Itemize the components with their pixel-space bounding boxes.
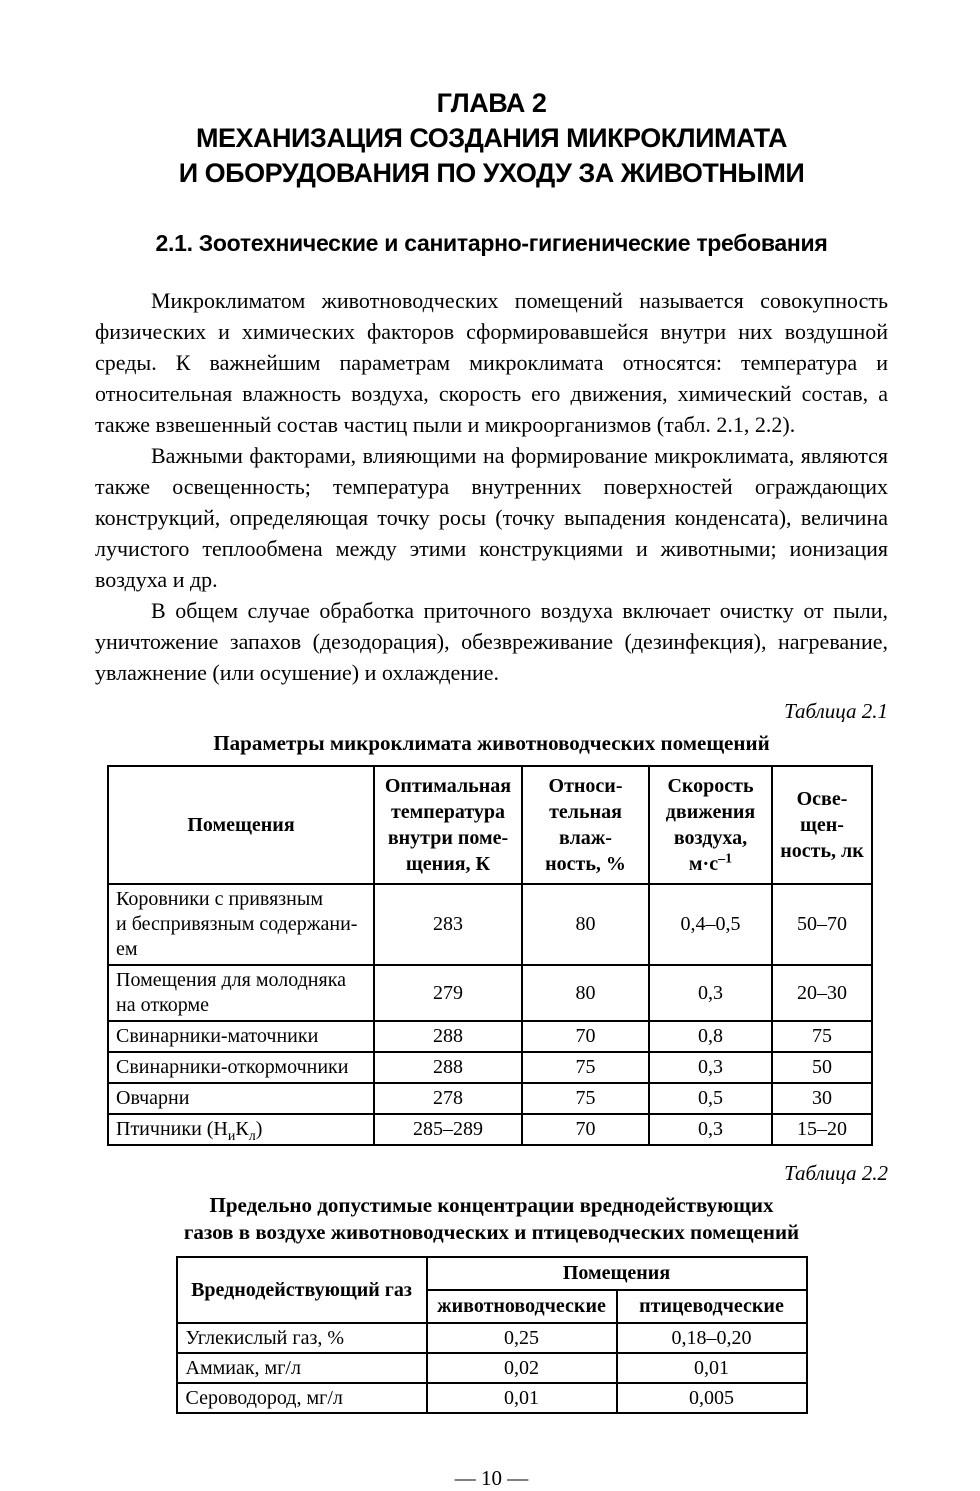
column-group-header: Помещения (427, 1257, 807, 1290)
table-cell: 20–30 (772, 965, 872, 1021)
page-number: — 10 — (454, 1466, 529, 1490)
table-cell: 288 (374, 1052, 522, 1083)
table-cell: 75 (772, 1021, 872, 1052)
table-cell: 0,3 (649, 1114, 772, 1145)
table-cell: 0,5 (649, 1083, 772, 1114)
column-header: Вреднодействующий газ (177, 1257, 427, 1323)
table-cell: 80 (522, 884, 649, 965)
table-cell: 80 (522, 965, 649, 1021)
table-row (108, 1083, 872, 1114)
column-header: Относи- тельная влаж- ность, % (522, 766, 649, 884)
table-row (108, 1021, 872, 1052)
table-row (108, 965, 872, 1021)
table2-caption: Таблица 2.2 (784, 1161, 888, 1185)
table-cell: 0,01 (617, 1353, 807, 1383)
table-cell: Свинарники-маточники (108, 1021, 374, 1052)
table-microclimate-parameters (107, 765, 873, 1146)
table1-title: Параметры микроклимата животноводческих помещений (213, 731, 770, 755)
table-row (177, 1383, 807, 1413)
table-cell: Сероводород, мг/л (177, 1383, 427, 1413)
table-header-row (108, 766, 872, 884)
table-cell: 285–289 (374, 1114, 522, 1145)
table-cell: 288 (374, 1021, 522, 1052)
chapter-label: ГЛАВА 2 (436, 88, 547, 118)
body-text (95, 285, 888, 688)
table-row (177, 1353, 807, 1383)
table-cell: 0,3 (649, 1052, 772, 1083)
table-cell: 0,25 (427, 1323, 617, 1353)
table-cell: Овчарни (108, 1083, 374, 1114)
column-header: Оптимальная температура внутри поме- щения, К (374, 766, 522, 884)
table-cell: 0,4–0,5 (649, 884, 772, 965)
chapter-title-line1: МЕХАНИЗАЦИЯ СОЗДАНИЯ МИКРОКЛИМАТА (196, 123, 787, 153)
table-cell: 70 (522, 1114, 649, 1145)
table2-title: Предельно допустимые концентрации вреднодействующих газов в воздухе животноводческих и птицеводческих помещений (183, 1193, 800, 1244)
table-cell: 30 (772, 1083, 872, 1114)
chapter-title-line2: И ОБОРУДОВАНИЯ ПО УХОДУ ЗА ЖИВОТНЫМИ (178, 158, 805, 188)
table-cell: 75 (522, 1052, 649, 1083)
table-row (108, 1052, 872, 1083)
table-cell: 278 (374, 1083, 522, 1114)
table-cell: 50 (772, 1052, 872, 1083)
table-row (108, 1114, 872, 1145)
column-header: животноводческие (427, 1290, 617, 1323)
chapter-heading (95, 86, 888, 191)
column-header: Осве- щен- ность, лк (772, 766, 872, 884)
column-header: Скорость движения воздуха, $м\cdot с^{-1}$ (649, 766, 772, 884)
table-cell: 0,01 (427, 1383, 617, 1413)
table-cell: 0,18–0,20 (617, 1323, 807, 1353)
paragraph-1: Микроклиматом животноводческих помещений называется совокупность физических и химических факторов сформировавшейся внутри них воздушной среды. К важнейшим параметрам микроклимата относятся: температура и относительная влажность воздуха, скорость его движения, химический состав, а также взвешенный состав частиц пыли и микроорганизмов (табл. 2.1, 2.2). (95, 288, 888, 437)
table-cell: Коровники с привязным и беспривязным содержани- ем (108, 884, 374, 965)
table-cell: 15–20 (772, 1114, 872, 1145)
table1-caption: Таблица 2.1 (784, 699, 888, 723)
table-cell: 0,8 (649, 1021, 772, 1052)
column-header: Помещения (108, 766, 374, 884)
column-header: птицеводческие (617, 1290, 807, 1323)
table-cell: 279 (374, 965, 522, 1021)
table-cell: 50–70 (772, 884, 872, 965)
table-row (177, 1323, 807, 1353)
table-row (108, 884, 872, 965)
table-gas-concentration-limits (176, 1256, 808, 1414)
table-cell: 0,3 (649, 965, 772, 1021)
table-cell: 0,02 (427, 1353, 617, 1383)
table-header-row (177, 1257, 807, 1290)
table-cell: 75 (522, 1083, 649, 1114)
table-cell: Углекислый газ, % (177, 1323, 427, 1353)
section-heading: 2.1. Зоотехнические и санитарно-гигиенические требования (155, 230, 828, 256)
table-cell: 0,005 (617, 1383, 807, 1413)
table-cell: 70 (522, 1021, 649, 1052)
table-cell: Птичники $(Н_иК_л)$ (108, 1114, 374, 1145)
table-cell: Аммиак, мг/л (177, 1353, 427, 1383)
table-cell: Свинарники-откормочники (108, 1052, 374, 1083)
paragraph-3: В общем случае обработка приточного воздуха включает очистку от пыли, уничтожение запахов (дезодорация), обезвреживание (дезинфекция), нагревание, увлажнение (или осушение) и охлаждение. (95, 598, 888, 685)
paragraph-2: Важными факторами, влияющими на формирование микроклимата, являются также освещенность; температура внутренних поверхностей ограждающих конструкций, определяющая точку росы (точку выпадения конденсата), величина лучистого теплообмена между этими конструкциями и животными; ионизация воздуха и др. (95, 443, 888, 592)
table-cell: Помещения для молодняка на откорме (108, 965, 374, 1021)
table-cell: 283 (374, 884, 522, 965)
